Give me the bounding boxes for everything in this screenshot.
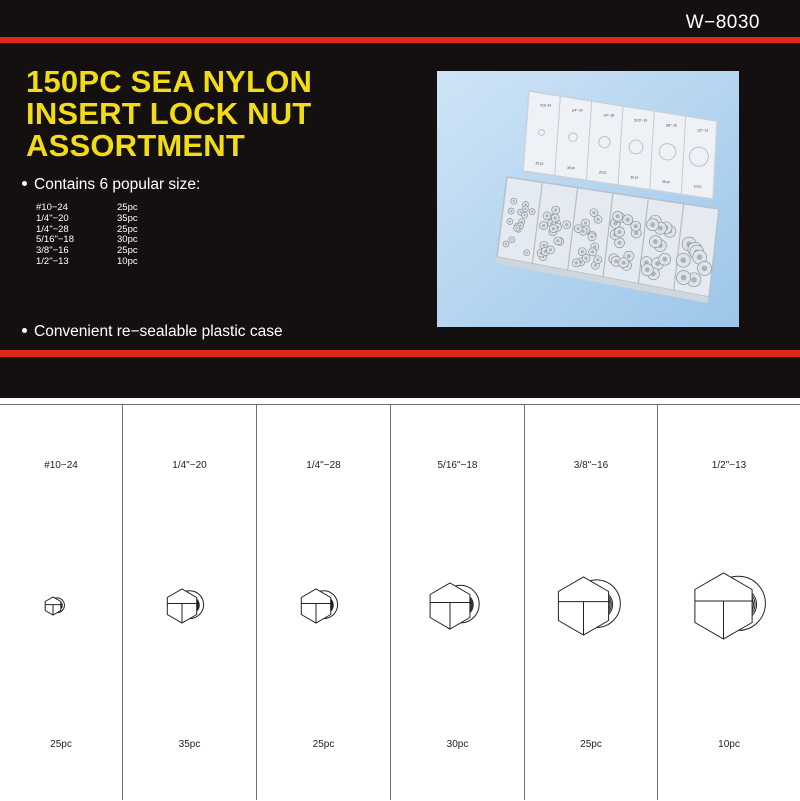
case-lid-label: 3/8"−16 bbox=[665, 123, 677, 128]
compartment-count: 10pc bbox=[718, 739, 740, 750]
compartment-label: #10−24 bbox=[44, 460, 78, 471]
photo-nut-hole bbox=[509, 220, 511, 222]
photo-nut-hole bbox=[618, 241, 622, 245]
photo-nut-hole bbox=[702, 266, 708, 272]
title-line-1: 150PC SEA NYLON bbox=[26, 64, 313, 99]
size-qty: 25pc bbox=[117, 223, 138, 235]
case-lid-label: 1/2"−13 bbox=[697, 128, 709, 133]
case-lid-count: 25 pc bbox=[535, 161, 544, 166]
photo-nut-hole bbox=[691, 277, 697, 283]
photo-nut-hole bbox=[626, 218, 630, 222]
photo-nut-hole bbox=[697, 254, 703, 260]
photo-nut-hole bbox=[524, 208, 526, 210]
size-list-row bbox=[36, 214, 138, 225]
photo-nut-hole bbox=[584, 221, 587, 224]
compartment-count: 30pc bbox=[446, 739, 469, 750]
compartment-label: 1/4"−20 bbox=[172, 460, 207, 471]
photo-nut-hole bbox=[523, 214, 525, 216]
size-name: #10−24 bbox=[36, 202, 68, 213]
size-qty: 25pc bbox=[117, 245, 138, 257]
case-lid-label: 1/4"−28 bbox=[603, 113, 615, 118]
photo-nut-hole bbox=[577, 227, 580, 230]
photo-nut-hole bbox=[526, 252, 528, 254]
case-lid-count: 25 pc bbox=[662, 180, 670, 185]
photo-nut-hole bbox=[554, 209, 557, 212]
model-number: W−8030 bbox=[685, 12, 760, 33]
photo-nut-hole bbox=[662, 257, 667, 262]
compartment-diagram bbox=[0, 398, 800, 800]
photo-nut-hole bbox=[681, 275, 687, 281]
bullet-dot bbox=[22, 328, 27, 333]
photo-nut-hole bbox=[510, 210, 512, 212]
title-line-3: ASSORTMENT bbox=[26, 128, 245, 163]
photo-nut-hole bbox=[515, 227, 517, 229]
bullet-dot bbox=[22, 181, 27, 186]
product-photo bbox=[437, 71, 739, 327]
photo-nut-hole bbox=[531, 210, 533, 212]
case-lid-count: 10 pc bbox=[693, 184, 702, 189]
size-list-row bbox=[36, 257, 138, 268]
photo-nut-hole bbox=[614, 259, 618, 263]
photo-nut-hole bbox=[519, 211, 521, 213]
photo-nut-hole bbox=[591, 250, 594, 253]
size-qty: 30pc bbox=[117, 234, 138, 246]
top-red-stripe bbox=[0, 37, 800, 43]
photo-nut-hole bbox=[681, 257, 687, 263]
size-qty: 35pc bbox=[117, 212, 138, 224]
compartment-label: 5/16"−18 bbox=[437, 460, 478, 471]
photo-nut-hole bbox=[634, 231, 638, 235]
compartment-label: 3/8"−16 bbox=[573, 460, 609, 471]
photo-nut-hole bbox=[596, 258, 599, 261]
photo-nut-hole bbox=[616, 214, 620, 218]
product-title bbox=[26, 66, 312, 162]
photo-nut-hole bbox=[542, 244, 545, 247]
photo-nut-hole bbox=[590, 235, 593, 238]
case-lid-label: #10−24 bbox=[540, 103, 552, 108]
compartment-label: 1/2"−13 bbox=[711, 460, 747, 471]
photo-nut-hole bbox=[592, 211, 595, 214]
photo-nut-hole bbox=[596, 218, 599, 221]
photo-nut-hole bbox=[653, 239, 658, 244]
case-lid-count: 30 pc bbox=[630, 175, 639, 180]
photo-nut-hole bbox=[594, 264, 597, 267]
compartment-cell bbox=[122, 404, 256, 800]
bullet-case bbox=[22, 323, 283, 341]
size-name: 1/4"−20 bbox=[36, 212, 69, 224]
photo-nut-hole bbox=[622, 261, 626, 265]
photo-nut-hole bbox=[511, 239, 513, 241]
compartment-count: 25pc bbox=[312, 739, 335, 750]
photo-nut-hole bbox=[581, 250, 584, 253]
photo-nut-hole bbox=[552, 227, 555, 230]
size-name: 5/16"−18 bbox=[36, 234, 74, 246]
compartment-cell bbox=[256, 404, 390, 800]
plastic-case-illustration bbox=[437, 71, 739, 327]
photo-nut-hole bbox=[634, 224, 638, 228]
bottom-red-stripe bbox=[0, 350, 800, 357]
photo-nut-hole bbox=[549, 248, 552, 251]
compartment-count: 25pc bbox=[580, 739, 602, 750]
photo-nut-hole bbox=[556, 239, 559, 242]
photo-nut-hole bbox=[542, 224, 545, 227]
case-lid-count: 35 pc bbox=[567, 166, 575, 171]
photo-nut-hole bbox=[513, 200, 515, 202]
photo-nut-hole bbox=[545, 214, 548, 217]
compartment-cell bbox=[390, 404, 524, 800]
size-qty: 10pc bbox=[117, 255, 138, 267]
photo-nut-hole bbox=[575, 261, 578, 264]
photo-nut-hole bbox=[627, 254, 631, 258]
photo-nut-hole bbox=[650, 222, 655, 227]
compartment-cell bbox=[524, 404, 657, 800]
photo-nut-hole bbox=[554, 216, 557, 219]
bullet-sizes bbox=[22, 176, 200, 194]
bullet-sizes-text: Contains 6 popular size: bbox=[34, 176, 201, 193]
photo-nut-hole bbox=[618, 230, 622, 234]
compartment-cell bbox=[0, 404, 122, 800]
size-name: 3/8"−16 bbox=[36, 245, 69, 257]
case-lid-label: 5/16"−18 bbox=[634, 118, 648, 123]
case-lid-label: 1/4"−20 bbox=[571, 108, 583, 113]
title-line-2: INSERT LOCK NUT bbox=[26, 96, 312, 131]
size-name: 1/4"−28 bbox=[36, 223, 69, 235]
compartment-label: 1/4"−28 bbox=[306, 460, 341, 471]
size-name: 1/2"−13 bbox=[36, 255, 69, 267]
case-lid-count: 25 pc bbox=[598, 170, 607, 175]
compartment-count: 35pc bbox=[178, 739, 201, 750]
photo-nut-hole bbox=[519, 224, 521, 226]
photo-nut-hole bbox=[505, 243, 507, 245]
photo-nut-hole bbox=[565, 223, 568, 226]
compartment-count: 25pc bbox=[50, 739, 72, 750]
size-qty: 25pc bbox=[117, 202, 138, 213]
photo-nut-hole bbox=[524, 203, 526, 205]
compartment-cell bbox=[657, 404, 800, 800]
photo-nut-hole bbox=[645, 267, 650, 272]
size-list bbox=[36, 203, 138, 268]
photo-nut-hole bbox=[585, 257, 588, 260]
bullet-case-text: Convenient re−sealable plastic case bbox=[34, 323, 283, 340]
